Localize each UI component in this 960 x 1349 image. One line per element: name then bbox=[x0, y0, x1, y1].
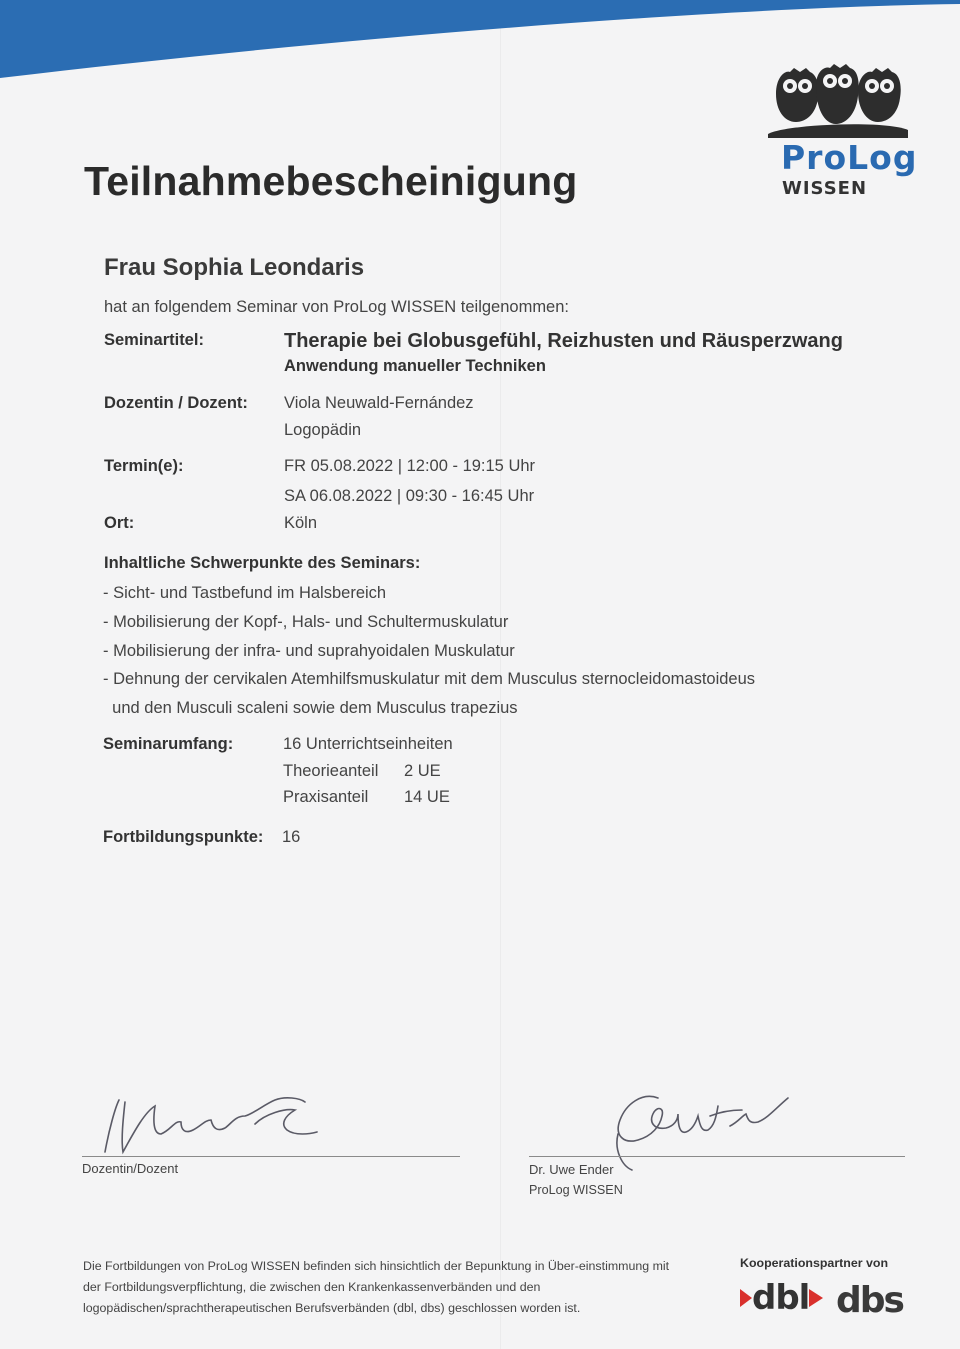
practice-label: Praxisanteil bbox=[283, 788, 369, 806]
focus-heading: Inhaltliche Schwerpunkte des Seminars: bbox=[104, 554, 421, 572]
scope-total: 16 Unterrichtseinheiten bbox=[283, 735, 453, 753]
logo-name: ProLog bbox=[781, 138, 918, 177]
dbl-logo bbox=[740, 1278, 823, 1318]
right-signature-line bbox=[529, 1156, 905, 1157]
recipient-name: Frau Sophia Leondaris bbox=[104, 254, 365, 281]
left-signature-line bbox=[82, 1156, 460, 1157]
dbs-logo-text: dbs bbox=[836, 1279, 903, 1321]
director-name: Dr. Uwe Ender bbox=[529, 1162, 614, 1177]
list-item: - Dehnung der cervikalen Atemhilfsmuskulatur mit dem Musculus sternocleidomastoideus bbox=[103, 670, 756, 689]
lecturer-label: Dozentin / Dozent: bbox=[104, 394, 248, 412]
list-item: - Mobilisierung der infra- und suprahyoidalen Muskulatur bbox=[103, 641, 515, 660]
director-signature bbox=[608, 1086, 798, 1178]
list-item: - Mobilisierung der Kopf-, Hals- und Schultermuskulatur bbox=[103, 612, 509, 631]
logo-subtitle: WISSEN bbox=[782, 178, 868, 199]
seminar-label: Seminartitel: bbox=[104, 331, 204, 349]
theory-label: Theorieanteil bbox=[283, 762, 379, 780]
points-label: Fortbildungspunkte: bbox=[103, 828, 264, 846]
footer-text: Die Fortbildungen von ProLog WISSEN befinden sich hinsichtlich der Bepunktung in Über-einstimmung mit der Fortbildungsverpflichtung, die zwischen den Krankenkassenverbänden und den logopädischen/sprachtherapeutischen Berufsverbänden (dbl, dbs) geschlossen worden ist. bbox=[83, 1259, 670, 1315]
scope-label: Seminarumfang: bbox=[103, 735, 234, 753]
focus-list bbox=[103, 579, 755, 723]
points-value: 16 bbox=[282, 828, 301, 846]
dbl-arrow-left-icon bbox=[740, 1287, 752, 1309]
date-2: SA 06.08.2022 | 09:30 - 16:45 Uhr bbox=[284, 487, 535, 505]
dbs-logo bbox=[836, 1278, 903, 1322]
theory-value: 2 UE bbox=[404, 762, 441, 780]
page-title: Teilnahmebescheinigung bbox=[84, 158, 578, 204]
dbl-logo-text: dbl bbox=[752, 1278, 810, 1318]
place-value: Köln bbox=[284, 514, 318, 532]
lecturer-role: Logopädin bbox=[284, 421, 362, 439]
dates-label: Termin(e): bbox=[104, 457, 184, 475]
date-1: FR 05.08.2022 | 12:00 - 19:15 Uhr bbox=[284, 457, 536, 475]
lecturer-signature bbox=[95, 1090, 325, 1160]
list-item: und den Musculi scaleni sowie dem Musculus trapezius bbox=[103, 699, 518, 718]
three-owls-icon bbox=[766, 64, 910, 140]
lecturer-name: Viola Neuwald-Fernández bbox=[284, 394, 474, 412]
practice-value: 14 UE bbox=[404, 788, 450, 806]
list-item: - Sicht- und Tastbefund im Halsbereich bbox=[103, 584, 387, 602]
seminar-subtitle: Anwendung manueller Techniken bbox=[284, 357, 546, 375]
intro-text: hat an folgendem Seminar von ProLog WISSEN teilgenommen: bbox=[104, 298, 569, 316]
left-signature-caption: Dozentin/Dozent bbox=[82, 1161, 179, 1176]
seminar-title: Therapie bei Globusgefühl, Reizhusten und Räusperzwang bbox=[284, 330, 843, 352]
place-label: Ort: bbox=[104, 514, 135, 532]
director-org: ProLog WISSEN bbox=[529, 1183, 623, 1197]
partner-heading: Kooperationspartner von bbox=[740, 1256, 889, 1270]
dbl-arrow-right-icon bbox=[809, 1287, 823, 1309]
